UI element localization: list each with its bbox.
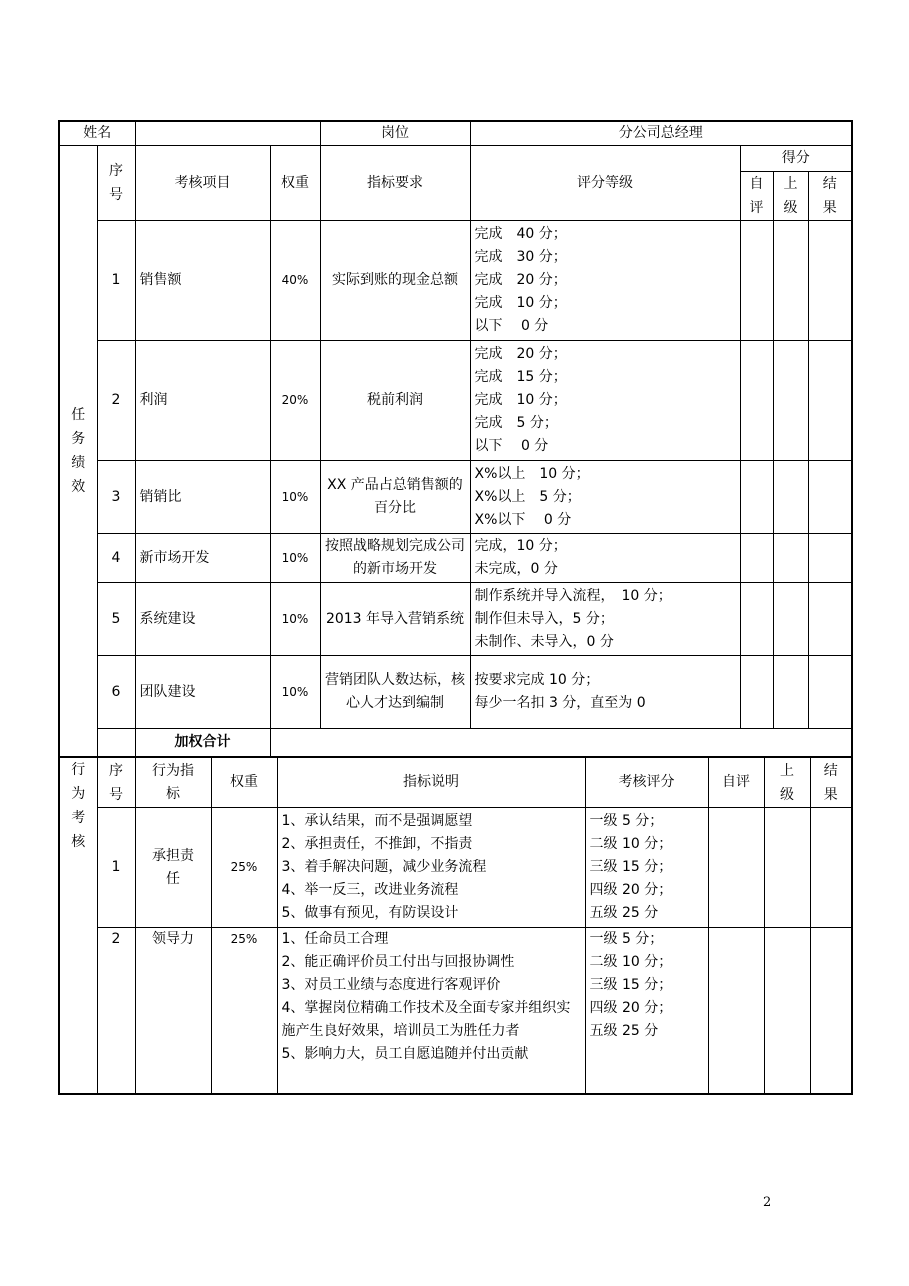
grade-list: 完成，10 分； 未完成，0 分: [470, 534, 740, 583]
table-row: 4 新市场开发 10% 按照战略规划完成公司的新市场开发 完成，10 分； 未完成，0 分: [59, 534, 852, 583]
col-desc: 指标说明: [277, 758, 585, 808]
position-label: 岗位: [320, 121, 470, 146]
col-self: 自评: [740, 172, 773, 221]
col-seq: 序号: [97, 758, 135, 808]
behavior-table: [58, 757, 853, 1095]
grade-list: 完成 40 分； 完成 30 分； 完成 20 分； 完成 10 分； 以下 0 分: [470, 221, 740, 341]
task-section-label: 任务绩效: [59, 146, 97, 757]
col-self: 自评: [708, 758, 764, 808]
task-col-header-row: [59, 146, 852, 172]
col-seq: 序号: [97, 146, 135, 221]
col-result: 结果: [808, 172, 852, 221]
total-row: [59, 729, 852, 757]
eval-list: 一级 5 分； 二级 10 分； 三级 15 分； 四级 20 分； 五级 25 分: [585, 808, 708, 928]
table-row: 1 承担责任 25% 1、承认结果，而不是强调愿望 2、承担责任，不推卸，不指责 3、着手解决问题，减少业务流程 4、举一反三，改进业务流程 5、做事有预见，有防误设计 一级 5 分； 二级 10 分； 三级 15 分； 四级 20 分； 五级 25 分: [59, 808, 852, 928]
col-grade: 评分等级: [470, 146, 740, 221]
table-row: 2 利润 20% 税前利润 完成 20 分； 完成 15 分； 完成 10 分； 完成 5 分； 以下 0 分: [59, 341, 852, 461]
header-row: [59, 121, 852, 146]
name-label: 姓名: [59, 121, 135, 146]
position-value: 分公司总经理: [470, 121, 852, 146]
col-superior: 上级: [764, 758, 810, 808]
table-row: 2 领导力 25% 1、任命员工合理 2、能正确评价员工付出与回报协调性 3、对员工业绩与态度进行客观评价 4、掌握岗位精确工作技术及全面专家并组织实施产生良好效果，培训员工为胜任力者 5、影响力大，员工自愿追随并付出贡献 一级 5 分； 二级 10 分； 三级 15 分； 四级 20 分； 五级 25 分: [59, 928, 852, 1094]
indicator-desc: 1、任命员工合理 2、能正确评价员工付出与回报协调性 3、对员工业绩与态度进行客观评价 4、掌握岗位精确工作技术及全面专家并组织实施产生良好效果，培训员工为胜任力者 5、影响力大，员工自愿追随并付出贡献: [277, 928, 585, 1094]
col-eval: 考核评分: [585, 758, 708, 808]
table-row: 1 销售额 40% 实际到账的现金总额 完成 40 分； 完成 30 分； 完成 20 分； 完成 10 分； 以下 0 分: [59, 221, 852, 341]
eval-list: 一级 5 分； 二级 10 分； 三级 15 分； 四级 20 分； 五级 25 分: [585, 928, 708, 1094]
grade-list: X%以上 10 分； X%以上 5 分； X%以下 0 分: [470, 461, 740, 534]
page-number: 2: [763, 1195, 772, 1210]
col-score: 得分: [740, 146, 852, 172]
name-value: [135, 121, 320, 146]
table-row: 6 团队建设 10% 营销团队人数达标，核心人才达到编制 按要求完成 10 分； 每少一名扣 3 分，直至为 0: [59, 656, 852, 729]
total-label: 加权合计: [135, 729, 270, 757]
behavior-col-header-row: [59, 758, 852, 808]
behavior-section-label: 行为考核: [59, 758, 97, 1094]
col-item: 考核项目: [135, 146, 270, 221]
col-result: 结果: [810, 758, 852, 808]
table-row: 5 系统建设 10% 2013 年导入营销系统 制作系统并导入流程， 10 分； 制作但未导入，5 分； 未制作、未导入，0 分: [59, 583, 852, 656]
col-superior: 上级: [773, 172, 808, 221]
total-value[interactable]: [270, 729, 852, 757]
col-indicator: 行为指标: [135, 758, 211, 808]
grade-list: 完成 20 分； 完成 15 分； 完成 10 分； 完成 5 分； 以下 0 分: [470, 341, 740, 461]
indicator-desc: 1、承认结果，而不是强调愿望 2、承担责任，不推卸，不指责 3、着手解决问题，减少业务流程 4、举一反三，改进业务流程 5、做事有预见，有防误设计: [277, 808, 585, 928]
task-performance-table: [58, 120, 853, 758]
col-weight: 权重: [211, 758, 277, 808]
table-row: 3 销销比 10% XX 产品占总销售额的百分比 X%以上 10 分； X%以上 5 分； X%以下 0 分: [59, 461, 852, 534]
col-requirement: 指标要求: [320, 146, 470, 221]
grade-list: 按要求完成 10 分； 每少一名扣 3 分，直至为 0: [470, 656, 740, 729]
grade-list: 制作系统并导入流程， 10 分； 制作但未导入，5 分； 未制作、未导入，0 分: [470, 583, 740, 656]
col-weight: 权重: [270, 146, 320, 221]
